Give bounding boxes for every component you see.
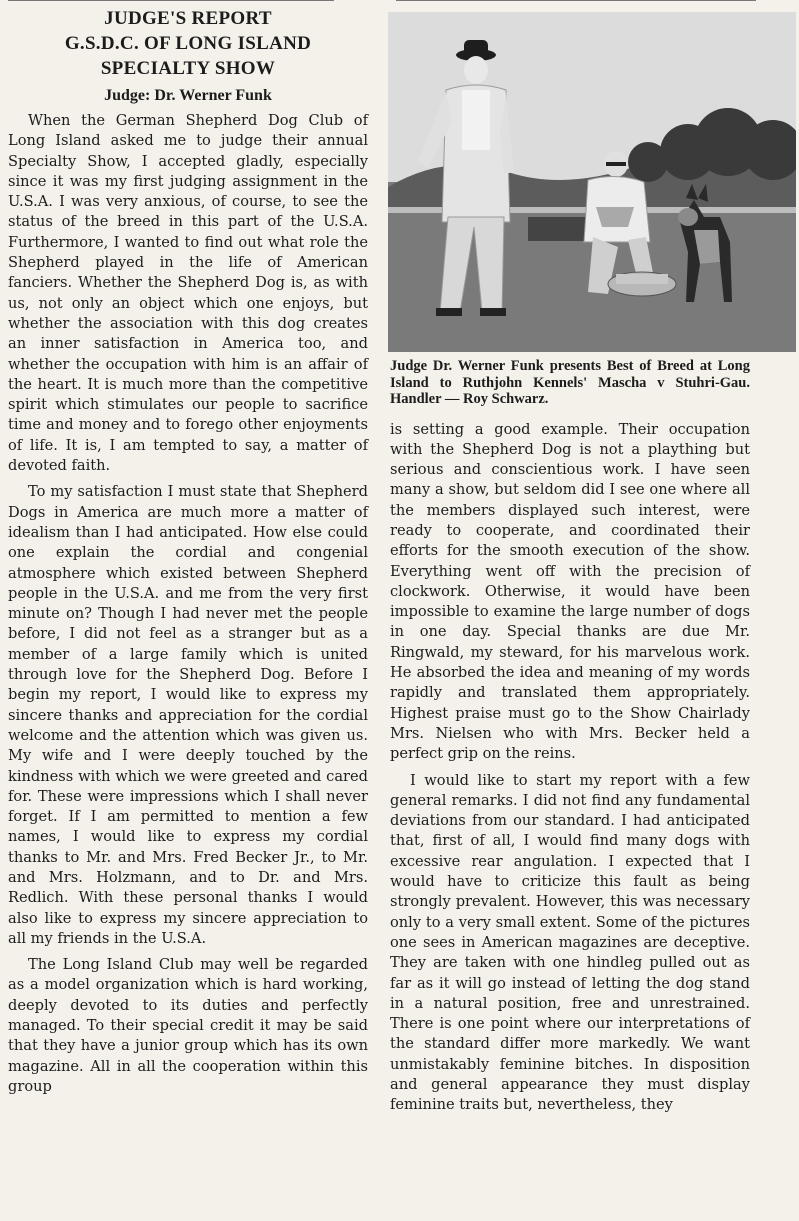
title-line: JUDGE'S REPORT [104,8,272,29]
photo-caption: Judge Dr. Werner Funk presents Best of Breed at Long Island to Ruthjohn Kennels' Mascha v Stuhri-Gau. Handler — Roy Schwarz. [390,358,750,407]
left-column [8,6,368,1103]
article-title [8,6,368,81]
body-paragraph: I would like to start my report with a few general remarks. I did not find any fundamental deviations from our standard. I had anticipated that, first of all, I would find many dogs with excessive rear angulation. I expected that I would have to criticize this fault as being strongly prevalent. However, this was necessary only to a very small extent. Some of the pictures one sees in American magazines are deceptive. They are taken with one hindleg pulled out as far as it will go instead of letting the dog stand in a natural position, free and unrestrained. There is one point where our interpretations of the standard differ more markedly. We want unmistakably feminine bitches. In disposition and general appearance they must display feminine traits but, nevertheless, they [390,771,750,1114]
body-paragraph: The Long Island Club may well be regarded as a model organization which is hard working, deeply devoted to its duties and perfectly managed. To their special credit it may be said that they have a junior group which has its own magazine. All in all the cooperation within this group [8,956,368,1095]
show-photo [388,12,796,352]
top-rule-right [396,0,756,1]
title-line: SPECIALTY SHOW [100,58,276,79]
body-paragraph: To my satisfaction I must state that Shepherd Dogs in America are much more a matter of idealism than I had anticipated. How else could one explain the cordial and congenial atmosphere which existed between Shepherd people in the U.S.A. and me from the very first minute on? Though I had never met the people before, I did not feel as a stranger but as a member of a large family which is united through love for the Shepherd Dog. Before I begin my report, I would like to express my sincere thanks and appreciation for the cordial welcome and the attention which was given us. My wife and I were deeply touched by the kindness with which we were greeted and cared for. These were impressions which I shall never forget. If I am permitted to mention a few names, I would like to express my cordial thanks to Mr. and Mrs. Fred Becker Jr., to Mr. and Mrs. Holzmann, and to Dr. and Mrs. Redlich. With these personal thanks I would also like to express my sincere appreciation to all my friends in the U.S.A. [8,483,368,947]
right-column [390,6,750,1122]
body-paragraph: When the German Shepherd Dog Club of Long Island asked me to judge their annual Specialty Show, I accepted gladly, especially since it was my first judging assignment in the U.S.A. I was very anxious, of course, to see the status of the breed in this part of the U.S.A. Furthermore, I wanted to find out what role the Shepherd played in the life of American fanciers. Whether the Shepherd Dog is, as with us, not only an object which one enjoys, but whether the association with this dog creates an inner satisfaction in America too, and whether the occupation with him is an affair of the heart. It is much more than the competitive spirit which stimulates our people to sacrifice time and money and to forego other enjoyments of life. It is, I am tempted to say, a matter of devoted faith. [8,112,368,475]
title-line: G.S.D.C. OF LONG ISLAND [64,33,312,54]
body-paragraph: is setting a good example. Their occupation with the Shepherd Dog is not a plaything but serious and conscientious work. I have seen many a show, but seldom did I see one where all the members displayed such interest, were ready to cooperate, and coordinated their efforts for the smooth execution of the show. Everything went off with the precision of clockwork. Otherwise, it would have been impossible to examine the large number of dogs in one day. Special thanks are due Mr. Ringwald, my steward, for his marvelous work. He absorbed the idea and meaning of my words rapidly and translated them appropriately. Highest praise must go to the Show Chairlady Mrs. Nielsen who with Mrs. Becker held a perfect grip on the reins. [390,420,750,763]
byline: Judge: Dr. Werner Funk [104,87,272,104]
top-rule-left [8,0,334,1]
